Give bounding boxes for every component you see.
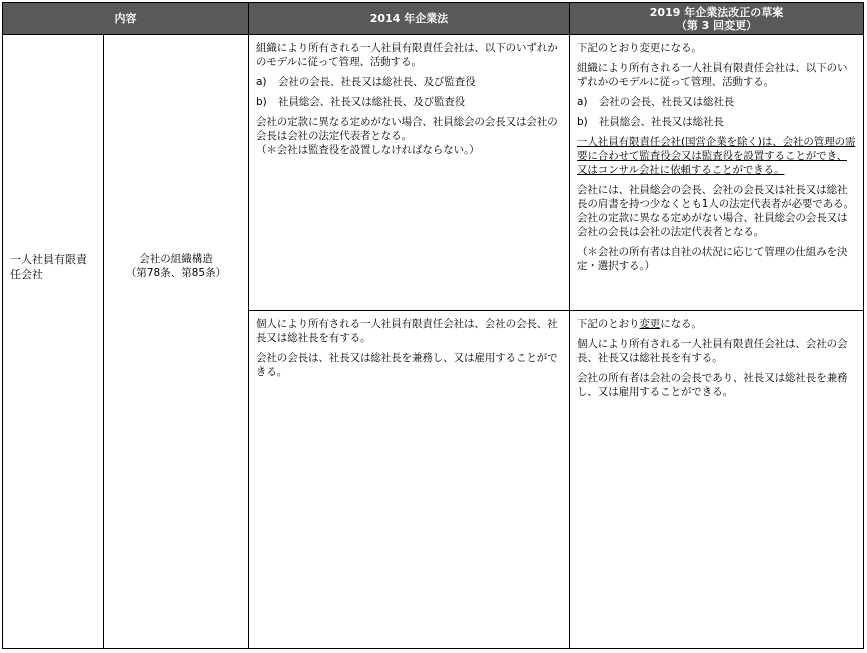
item-text: 会社の会長、社長又は総社長 (599, 96, 735, 108)
org-2019-representative: 会社には、社員総会の会長、会社の会長又は社長又は総社長の肩書を持つ少なくとも1人の法定代表者が必要である。会社の定款に異なる定めがない場合、社員総会の会長又は会社の会長は会社の法定代表者となる。 (577, 184, 854, 238)
item-marker: b) (256, 96, 267, 108)
topic-articles: （第78条、第85条） (125, 266, 227, 279)
change-underlined: 変更 (639, 318, 661, 330)
header-law-2014-label: 2014 年企業法 (369, 12, 449, 25)
org-2014-note: （＊会社は監査役を設置しなければならない。） (256, 144, 480, 156)
org-owned-2019-cell (570, 35, 864, 311)
person-2014-chairman: 会社の会長は、社長又は総社長を兼務し、又は雇用することができる。 (256, 352, 558, 378)
category-cell (3, 35, 104, 649)
change-prefix: 下記のとおり (577, 318, 640, 330)
org-2019-change-note: 下記のとおり変更になる。 (577, 42, 702, 54)
org-2019-supervisor-clause: 一人社員有限責任会社(国営企業を除く)は、会社の管理の需要に合わせて監査役会又は監査役を設置することができ、又はコンサル会社に依頼することができる。 (577, 136, 856, 176)
change-suffix: になる。 (660, 318, 702, 330)
item-text: 会社の会長、社長又は総社長、及び監査役 (278, 76, 476, 88)
header-content (3, 3, 249, 35)
org-2014-item-b (256, 95, 563, 109)
person-2014-intro: 個人により所有される一人社員有限責任会社は、会社の会長、社長又は総社長を有する。 (256, 318, 558, 344)
topic-title: 会社の組織構造 (139, 252, 213, 265)
person-owned-2019-cell (570, 311, 864, 649)
person-2019-change-note (577, 317, 857, 331)
org-2014-item-a (256, 75, 563, 89)
item-marker: a) (256, 76, 267, 88)
comparison-table (2, 2, 864, 649)
person-2019-owner: 会社の所有者は会社の会長であり、社長又は総社長を兼務し、又は雇用することができる。 (577, 372, 848, 398)
header-content-label: 内容 (114, 12, 137, 25)
item-text: 社員総会、社長又は総社長 (599, 116, 724, 128)
person-owned-2014-cell (249, 311, 570, 649)
header-law-2019-label: 2019 年企業法改正の草案 (649, 5, 784, 19)
header-law-2014 (249, 3, 570, 35)
header-law-2019 (570, 3, 864, 35)
item-marker: b) (577, 116, 588, 128)
person-2019-intro: 個人により所有される一人社員有限責任会社は、会社の会長、社長又は総社長を有する。 (577, 338, 848, 364)
category-label: 一人社員有限責任会社 (10, 252, 87, 281)
topic-label (104, 252, 248, 280)
table-row-org-owned (3, 35, 864, 311)
org-2019-intro: 組織により所有される一人社員有限責任会社は、以下のいずれかのモデルに従って管理、活動する。 (577, 62, 848, 88)
header-row (3, 3, 864, 35)
topic-cell (104, 35, 249, 649)
org-2019-note: （＊会社の所有者は自社の状況に応じて管理の仕組みを決定・選択する。） (577, 246, 848, 272)
item-text: 社員総会、社長又は総社長、及び監査役 (278, 96, 466, 108)
org-2019-item-a (577, 95, 857, 109)
header-law-2019-sublabel: （第 3 回変更） (675, 18, 758, 32)
item-marker: a) (577, 96, 588, 108)
org-2019-item-b (577, 115, 857, 129)
org-2014-intro: 組織により所有される一人社員有限責任会社は、以下のいずれかのモデルに従って管理、活動する。 (256, 42, 558, 68)
org-owned-2014-cell (249, 35, 570, 311)
org-2014-representative: 会社の定款に異なる定めがない場合、社員総会の会長又は会社の会長は会社の法定代表者となる。 (256, 116, 558, 142)
